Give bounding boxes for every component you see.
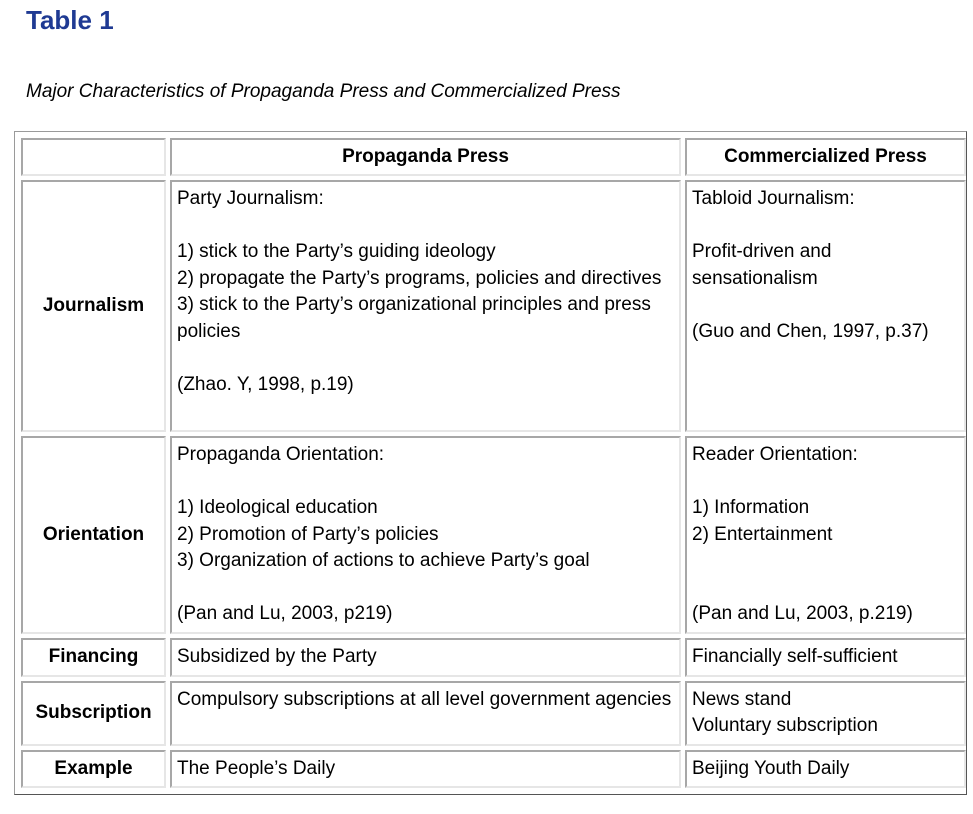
table-row-example: [21, 750, 966, 789]
cell-subscription-commercial: [685, 681, 966, 746]
cell-orientation-propaganda: [170, 436, 681, 634]
cell-journalism-commercial: [685, 180, 966, 432]
row-label-example: Example: [21, 750, 166, 789]
cell-heading: Reader Orientation:: [692, 444, 858, 465]
table-row-journalism: [21, 180, 966, 432]
list-item: 1) Ideological education: [177, 497, 378, 518]
cell-heading: Propaganda Orientation:: [177, 444, 385, 465]
cell-journalism-propaganda: [170, 180, 681, 432]
header-cell-empty: [21, 138, 166, 176]
spacer: [692, 469, 959, 496]
table-row-orientation: [21, 436, 966, 634]
spacer: [692, 213, 959, 240]
citation: (Pan and Lu, 2003, p219): [177, 603, 393, 624]
cell-example-propaganda: The People’s Daily: [170, 750, 681, 789]
citation: (Guo and Chen, 1997, p.37): [692, 320, 929, 342]
table-subtitle: Major Characteristics of Propaganda Press and Commercialized Press: [26, 81, 621, 102]
cell-example-commercial: Beijing Youth Daily: [685, 750, 966, 789]
header-cell-propaganda-press: Propaganda Press: [170, 138, 681, 176]
citation: (Zhao. Y, 1998, p.19): [177, 373, 354, 395]
header-cell-commercialized-press: Commercialized Press: [685, 138, 966, 176]
spacer: [177, 213, 674, 240]
comparison-table: [17, 134, 970, 792]
table-row-financing: [21, 638, 966, 677]
cell-body: Profit-driven and sensationalism: [692, 241, 832, 289]
list-item: 3) Organization of actions to achieve Party’s goal: [177, 550, 590, 571]
spacer: [177, 469, 674, 496]
list-item: 2) Entertainment: [692, 523, 833, 545]
comparison-table-frame: [14, 131, 967, 795]
row-label-financing: Financing: [21, 638, 166, 677]
row-label-subscription: Subscription: [21, 681, 166, 746]
cell-financing-commercial: Financially self-sufficient: [685, 638, 966, 677]
table-title: Table 1: [26, 5, 114, 35]
list-item: News stand: [692, 688, 792, 710]
spacer: [177, 345, 674, 372]
cell-heading: Tabloid Journalism:: [692, 188, 855, 209]
cell-financing-propaganda: Subsidized by the Party: [170, 638, 681, 677]
spacer: [177, 575, 674, 602]
list-item: 2) propagate the Party’s programs, policies and directives: [177, 267, 662, 289]
spacer: [692, 292, 959, 319]
row-label-orientation: Orientation: [21, 436, 166, 634]
cell-orientation-commercial: [685, 436, 966, 634]
table-row-subscription: [21, 681, 966, 746]
list-item: Voluntary subscription: [692, 715, 878, 736]
list-item: 3) stick to the Party’s organizational principles and press policies: [177, 294, 651, 342]
spacer: [692, 575, 959, 602]
header-row: [21, 138, 966, 176]
citation: (Pan and Lu, 2003, p.219): [692, 603, 913, 624]
list-item: 1) Information: [692, 497, 810, 518]
list-item: 2) Promotion of Party’s policies: [177, 523, 439, 545]
row-label-journalism: Journalism: [21, 180, 166, 432]
cell-subscription-propaganda: Compulsory subscriptions at all level government agencies: [170, 681, 681, 746]
spacer: [692, 548, 959, 575]
list-item: 1) stick to the Party’s guiding ideology: [177, 241, 496, 262]
cell-heading: Party Journalism:: [177, 188, 324, 209]
